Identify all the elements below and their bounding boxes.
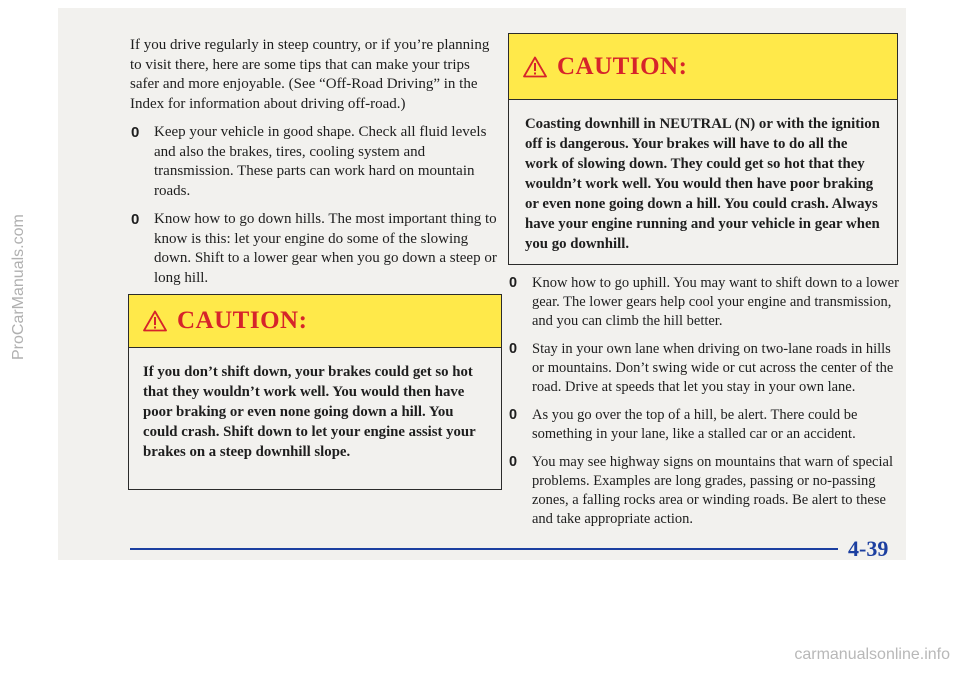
caution-header — [129, 295, 501, 348]
intro-paragraph: If you drive regularly in steep country, or if you’re planning to visit there, here are some tips that can make your trips safer and more enjoyable. (See “Off-Road Driving” in the Index for information about driving off-road.) — [130, 37, 490, 112]
bullet-mark: 0 — [131, 211, 140, 228]
list-item-text: As you go over the top of a hill, be alert. There could be something in your lane, like a stalled car or an accident. — [532, 407, 858, 442]
bullet-mark: 0 — [131, 124, 140, 141]
bullet-mark: 0 — [509, 341, 518, 357]
caution-box-shift-down — [128, 294, 502, 490]
list-item — [130, 210, 502, 288]
list-item-text: You may see highway signs on mountains that warn of special problems. Examples are long grades, passing or no-passing zones, a falling rocks area or winding roads. Be alert to these and take appropriate action. — [532, 454, 893, 527]
caution-text: Coasting downhill in NEUTRAL (N) or with the ignition off is dangerous. Your brakes will have to do all the work of slowing down. They could get so hot that they wouldn’t work well. You would then have poor braking or even none going down a hill. You could crash. Always have your engine running and your vehicle in gear when you go downhill. — [525, 116, 880, 252]
list-item-text: Stay in your own lane when driving on two-lane roads in hills or mountains. Don’t swing wide or cut across the center of the road. Drive at speeds that let you stay in your own lane. — [532, 341, 894, 395]
caution-box-coasting — [508, 33, 898, 265]
right-bullet-list — [508, 274, 900, 529]
list-item — [508, 406, 900, 444]
list-item-text: Keep your vehicle in good shape. Check all fluid levels and also the brakes, tires, cooling system and transmission. These parts can work hard on mountain roads. — [154, 124, 487, 199]
bullet-mark: 0 — [509, 454, 518, 470]
caution-text: If you don’t shift down, your brakes could get so hot that they wouldn’t work well. You would then have poor braking or even none going down a hill. You could crash. Shift down to let your engine assist your brakes on a steep downhill slope. — [143, 364, 476, 460]
side-watermark: ProCarManuals.com — [10, 214, 27, 360]
caution-title: CAUTION: — [557, 52, 688, 80]
list-item — [508, 274, 900, 331]
list-item — [508, 453, 900, 529]
footer-rule — [130, 548, 838, 550]
list-item — [508, 340, 900, 397]
left-bullet-list — [130, 123, 502, 288]
warning-triangle-icon — [523, 56, 547, 78]
list-item-text: Know how to go down hills. The most important thing to know is this: let your engine do some of the slowing down. Shift to a lower gear when you go down a steep or long hill. — [154, 211, 497, 286]
page-number: 4-39 — [848, 536, 889, 561]
right-column — [508, 33, 900, 529]
warning-triangle-icon — [143, 310, 167, 332]
bottom-watermark: carmanualsonline.info — [794, 646, 950, 663]
list-item — [130, 123, 502, 201]
bullet-mark: 0 — [509, 275, 518, 291]
list-item-text: Know how to go uphill. You may want to shift down to a lower gear. The lower gears help cool your engine and transmission, and you can climb the hill better. — [532, 275, 899, 329]
caution-header — [509, 34, 897, 100]
caution-title: CAUTION: — [177, 307, 308, 334]
left-column — [130, 36, 502, 288]
bullet-mark: 0 — [509, 407, 518, 423]
